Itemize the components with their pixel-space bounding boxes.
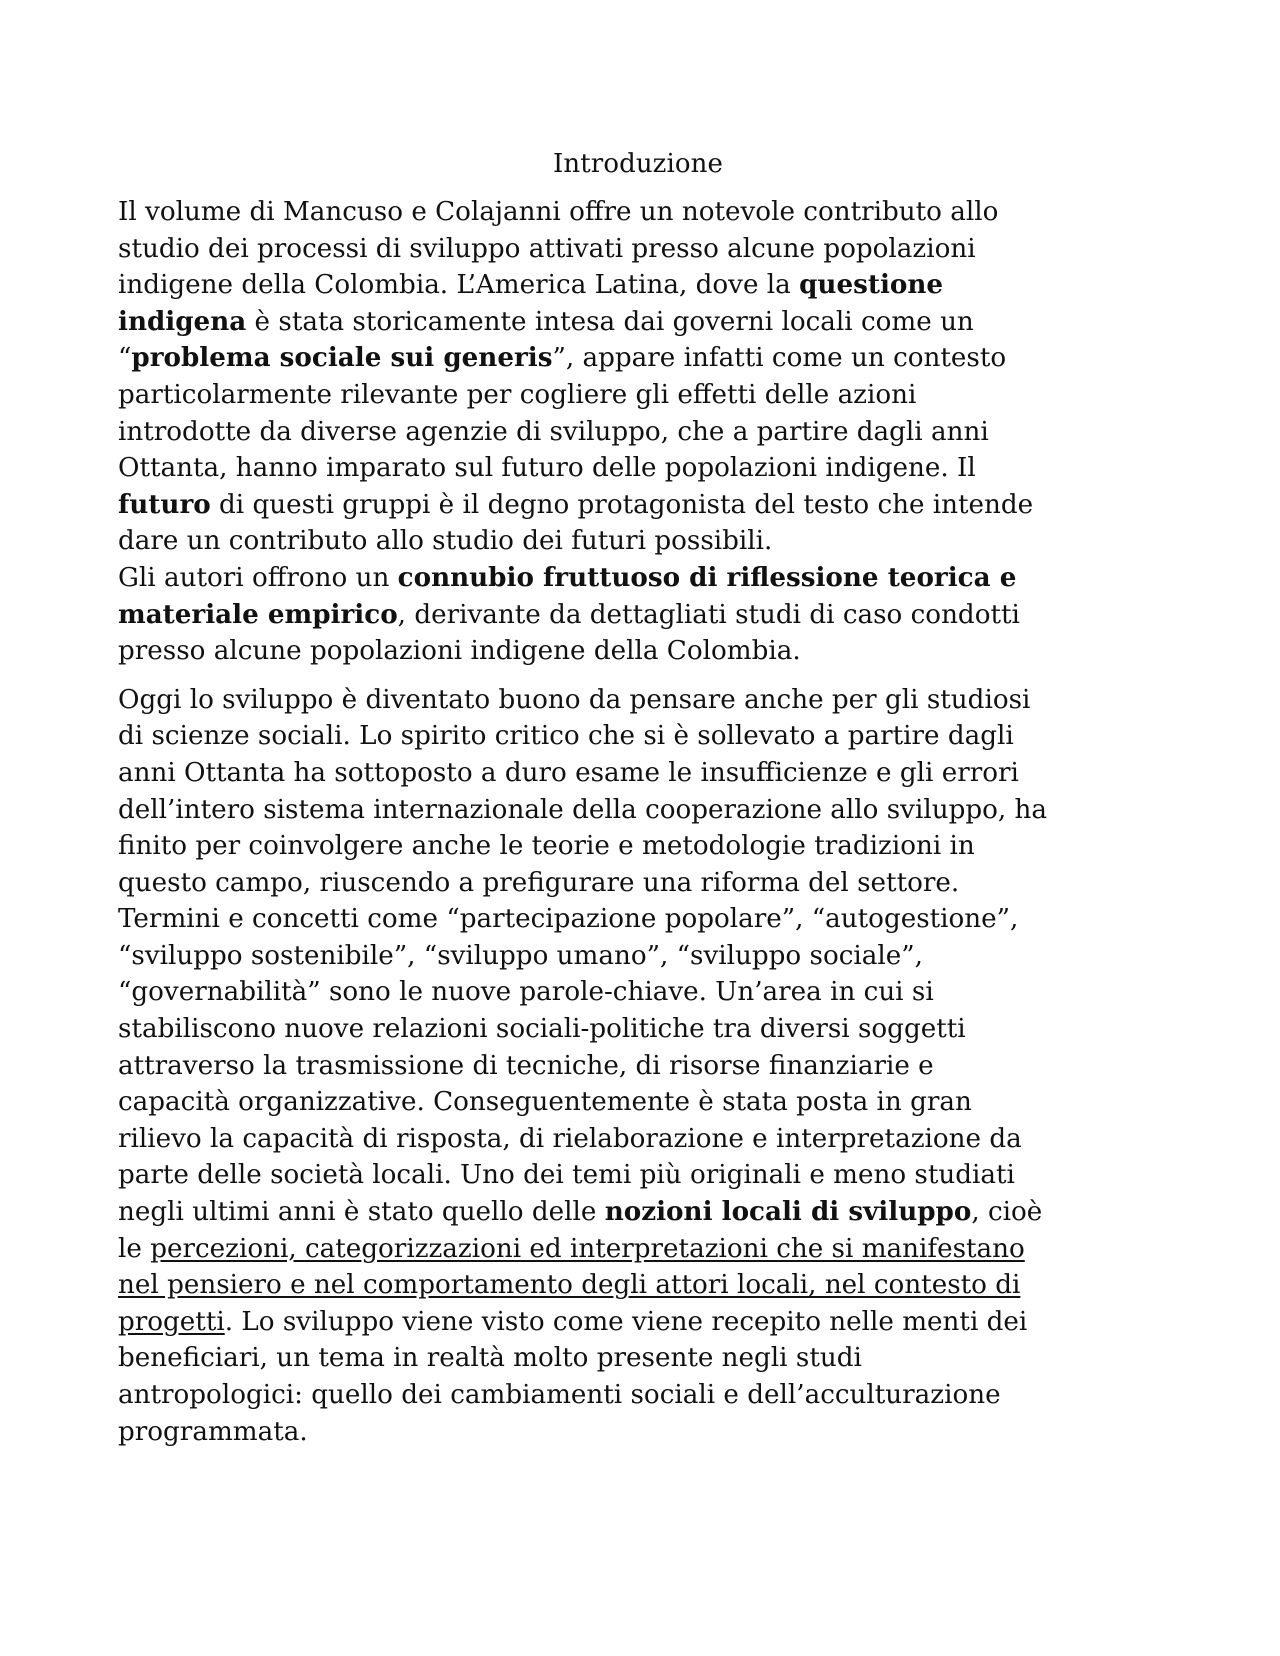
bold-text: questione — [799, 269, 944, 301]
text-run: Termini e concetti come “partecipazione popolare”, “autogestione”, — [118, 904, 1019, 935]
underlined-text: nel pensiero e nel comportamento degli attori locali, nel contesto di — [118, 1270, 1021, 1301]
text-line — [118, 633, 1158, 670]
text-run: è stata storicamente intesa dai governi locali come un — [246, 306, 974, 337]
text-run: . Lo sviluppo viene visto come viene recepito nelle menti dei — [224, 1306, 1028, 1337]
text-run: , derivante da dettagliati studi di caso condotti — [397, 599, 1020, 630]
text-line — [118, 1157, 1158, 1194]
text-run: questo campo, riuscendo a prefigurare una riforma del settore. — [118, 867, 960, 898]
bold-text: indigena — [118, 305, 247, 337]
underlined-text: percezioni, categorizzazioni ed interpretazioni che si manifestano — [150, 1233, 1025, 1264]
text-line — [118, 194, 1158, 231]
text-run: finito per coinvolgere anche le teorie e metodologie tradizioni in — [118, 831, 975, 862]
text-line — [118, 1084, 1158, 1121]
text-line — [118, 414, 1158, 451]
text-run: Ottanta, hanno imparato sul futuro delle popolazioni indigene. Il — [118, 453, 976, 484]
text-line — [118, 523, 1158, 560]
text-line — [118, 1304, 1158, 1341]
text-line — [118, 865, 1158, 902]
text-run: “sviluppo sostenibile”, “sviluppo umano”, “sviluppo sociale”, — [118, 940, 923, 971]
text-run: antropologici: quello dei cambiamenti sociali e dell’acculturazione — [118, 1380, 1001, 1410]
text-line — [118, 231, 1158, 268]
text-run: attraverso la trasmissione di tecniche, di risorse finanziarie e — [118, 1050, 934, 1081]
text-line — [118, 597, 1158, 634]
text-line — [118, 682, 1158, 719]
bold-text: materiale empirico — [118, 598, 398, 630]
text-run: indigene della Colombia. L’America Latina, dove la — [118, 270, 800, 301]
text-line — [118, 450, 1158, 487]
text-run: particolarmente rilevante per cogliere gli effetti delle azioni — [118, 379, 917, 410]
document-title: Introduzione — [553, 149, 723, 179]
text-line — [118, 718, 1158, 755]
text-line — [118, 1340, 1158, 1377]
text-line — [118, 340, 1158, 377]
text-run: negli ultimi anni è stato quello delle — [118, 1197, 605, 1228]
paragraph — [118, 682, 1158, 1450]
text-line — [118, 792, 1158, 829]
text-line — [118, 304, 1158, 341]
document-page — [118, 146, 1158, 1450]
bold-text: connubio fruttuoso di riflessione teorica e — [397, 561, 1017, 593]
text-run: “ — [118, 343, 132, 374]
text-line — [118, 267, 1158, 304]
text-run: introdotte da diverse agenzie di sviluppo, che a partire dagli anni — [118, 416, 989, 447]
text-line — [118, 828, 1158, 865]
text-run: capacità organizzative. Conseguentemente è stata posta in gran — [118, 1087, 972, 1118]
text-run: , cioè — [971, 1197, 1043, 1228]
document-body — [118, 194, 1158, 1450]
text-line — [118, 938, 1158, 975]
text-line — [118, 1121, 1158, 1158]
text-line — [118, 1048, 1158, 1085]
text-run: Gli autori offrono un — [118, 562, 398, 593]
bold-text: nozioni locali di sviluppo — [604, 1196, 972, 1228]
text-run: di scienze sociali. Lo spirito critico che si è sollevato a partire dagli — [118, 721, 1014, 752]
text-line — [118, 974, 1158, 1011]
text-run: anni Ottanta ha sottoposto a duro esame le insufficienze e gli errori — [118, 757, 1019, 788]
bold-text: futuro — [118, 488, 211, 520]
text-run: stabiliscono nuove relazioni sociali-politiche tra diversi soggetti — [118, 1014, 966, 1045]
text-run: programmata. — [118, 1416, 308, 1447]
text-run: dare un contributo allo studio dei futuri possibili. — [118, 526, 773, 557]
text-line — [118, 1011, 1158, 1048]
text-run: rilievo la capacità di risposta, di rielaborazione e interpretazione da — [118, 1123, 1022, 1154]
text-run: di questi gruppi è il degno protagonista del testo che intende — [210, 489, 1034, 520]
text-line — [118, 901, 1158, 938]
text-run: dell’intero sistema internazionale della cooperazione allo sviluppo, ha — [118, 794, 1048, 825]
text-line — [118, 1194, 1158, 1231]
text-run: Oggi lo sviluppo è diventato buono da pensare anche per gli studiosi — [118, 684, 1031, 715]
text-run: le — [118, 1233, 151, 1264]
text-line — [118, 487, 1158, 524]
text-run: Il volume di Mancuso e Colajanni offre un notevole contributo allo — [118, 197, 999, 227]
text-run: “governabilità” sono le nuove parole-chiave. Un’area in cui si — [118, 977, 934, 1008]
text-run: parte delle società locali. Uno dei temi più originali e meno studiati — [118, 1160, 1015, 1191]
bold-text: problema sociale sui generis — [131, 342, 553, 374]
text-line — [118, 377, 1158, 414]
text-line — [118, 755, 1158, 792]
paragraph — [118, 194, 1158, 670]
text-line — [118, 1267, 1158, 1304]
text-line — [118, 1231, 1158, 1268]
text-run: beneficiari, un tema in realtà molto presente negli studi — [118, 1343, 862, 1374]
text-line — [118, 1414, 1158, 1451]
text-run: studio dei processi di sviluppo attivati presso alcune popolazioni — [118, 233, 976, 264]
text-line — [118, 1377, 1158, 1414]
underlined-text: progetti — [118, 1306, 225, 1337]
text-run: ”, appare infatti come un contesto — [552, 343, 1007, 374]
text-run: presso alcune popolazioni indigene della Colombia. — [118, 636, 801, 667]
text-line — [118, 560, 1158, 597]
